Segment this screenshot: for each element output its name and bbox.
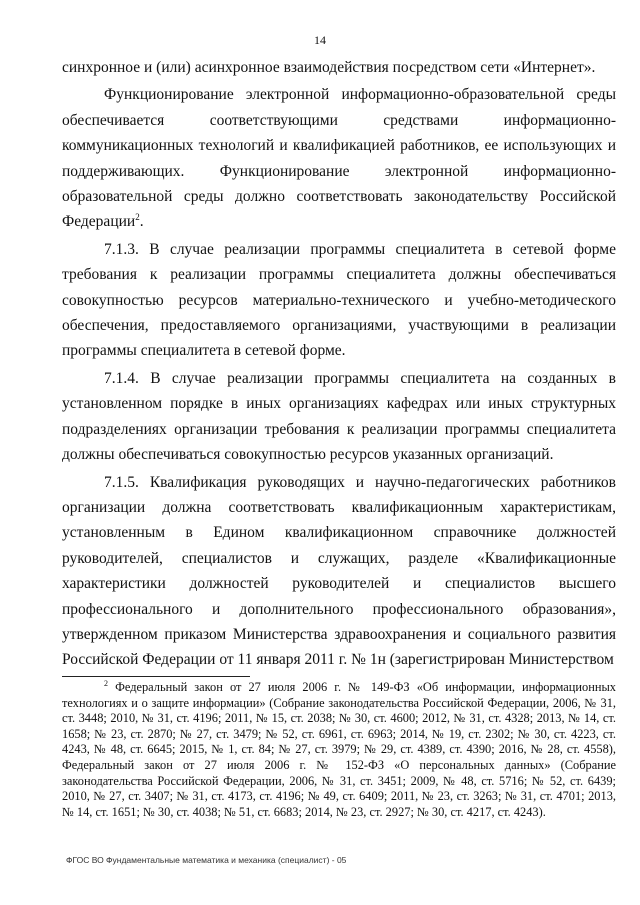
paragraph-eios-text: Функционирование электронной информационно-образовательной среды обеспечивается соответствующими средствами информационно-коммуникационных технологий и квалификацией работников, ее использующих и поддерживающих. Функционирование электронной информационно-образовательной среды должно соответствовать законодательству Российской Федерации: [62, 86, 616, 231]
body-text: [62, 55, 616, 673]
footnote-marker: 2: [104, 678, 108, 688]
footnote-text: Федеральный закон от 27 июля 2006 г. № 149-ФЗ «Об информации, информационных технологиях и о защите информации» (Собрание законодательства Российской Федерации, 2006, № 31, ст. 3448; 2010, № 31, ст. 4196; 2011, № 15, ст. 2038; № 30, ст. 4600; 2012, № 31, ст. 4328; 2013, № 14, ст. 1658; № 23, ст. 2870; № 27, ст. 3479; № 52, ст. 6961, ст. 6963; 2014, № 19, ст. 2302; № 30, ст. 4223, ст. 4243, № 48, ст. 6645; 2015, № 1, ст. 84; № 27, ст. 3979; № 29, ст. 4389, ст. 4390; 2016, № 28, ст. 4558), Федеральный закон от 27 июля 2006 г. № 152-ФЗ «О персональных данных» (Собрание законодательства Российской Федерации, 2006, № 31, ст. 3451; 2009, № 48, ст. 5716; № 52, ст. 6439; 2010, № 27, ст. 3407; № 31, ст. 4173, ст. 4196; № 49, ст. 6409; 2011, № 23, ст. 3263; № 31, ст. 4701; 2013, № 14, ст. 1651; № 30, ст. 4038; № 51, ст. 6683; 2014, № 23, ст. 2927; № 30, ст. 4217, ст. 4243).: [62, 680, 616, 819]
footnote-separator: [62, 676, 250, 677]
footnote-reference: 2: [135, 212, 140, 223]
footnote-paragraph: [62, 680, 616, 820]
page-number: 14: [314, 33, 326, 47]
paragraph-eios: Функционирование электронной информационно-образовательной среды обеспечивается соответствующими средствами информационно-коммуникационных технологий и квалификацией работников, ее использующих и поддерживающих. Функционирование электронной информационно-образовательной среды должно соответствовать законодательству Российской Федерации$^2$.: [62, 86, 616, 231]
paragraph-continuation: синхронное и (или) асинхронное взаимодействия посредством сети «Интернет».: [62, 59, 596, 76]
footnote: [62, 680, 616, 820]
paragraph-7-1-3: 7.1.3. В случае реализации программы специалитета в сетевой форме требования к реализации программы специалитета должны обеспечиваться совокупностью ресурсов материально-технического и учебно-методического обеспечения, предоставляемого организациями, участвующими в реализации программы специалитета в сетевой форме.: [62, 240, 616, 360]
running-footer: ФГОС ВО Фундаментальные математика и механика (специалист) - 05: [66, 855, 347, 865]
paragraph-7-1-4: 7.1.4. В случае реализации программы специалитета на созданных в установленном порядке в иных организациях кафедрах или иных структурных подразделениях организации требования к реализации программы специалитета должны обеспечиваться совокупностью ресурсов указанных организаций.: [62, 369, 616, 464]
paragraph-7-1-5: 7.1.5. Квалификация руководящих и научно-педагогических работников организации должна соответствовать квалификационным характеристикам, установленным в Едином квалификационном справочнике должностей руководителей, специалистов и служащих, разделе «Квалификационные характеристики должностей руководителей и специалистов высшего профессионального и дополнительного профессионального образования», утвержденном приказом Министерства здравоохранения и социального развития Российской Федерации от 11 января 2011 г. № 1н (зарегистрирован Министерством: [62, 473, 616, 669]
